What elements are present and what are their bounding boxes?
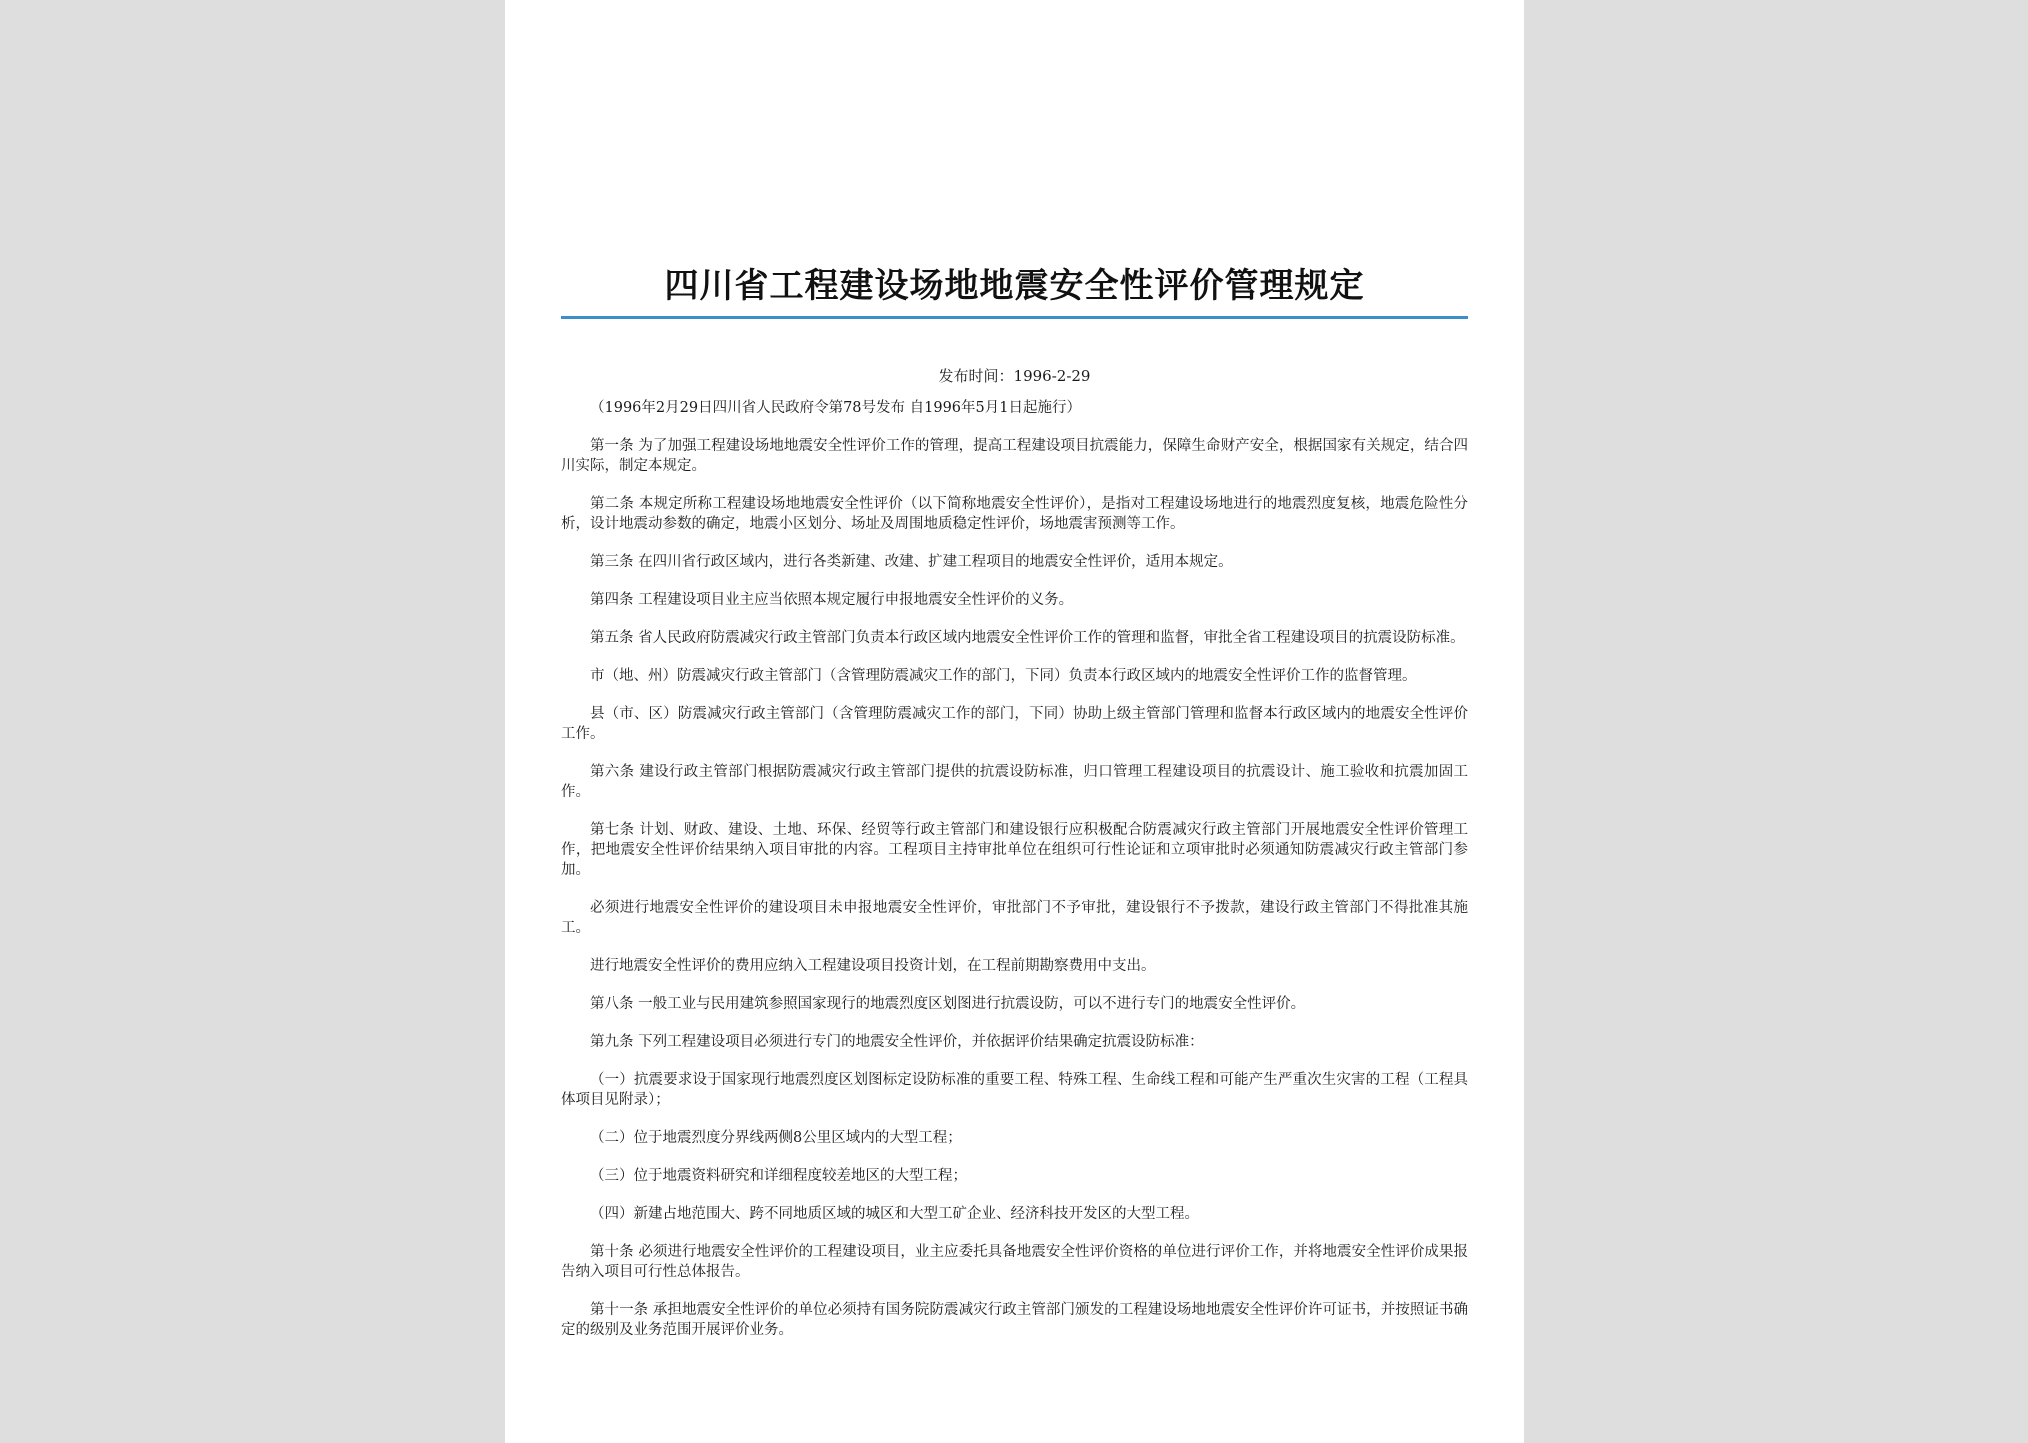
paragraph: 第三条 在四川省行政区域内，进行各类新建、改建、扩建工程项目的地震安全性评价，适用本规定。 <box>590 554 1233 570</box>
title-divider <box>561 316 1468 319</box>
paragraph: 第十一条 承担地震安全性评价的单位必须持有国务院防震减灾行政主管部门颁发的工程建设场地地震安全性评价许可证书，并按照证书确定的级别及业务范围开展评价业务。 <box>561 1302 1468 1338</box>
publish-date-value: 1996-2-29 <box>1013 367 1091 385</box>
publish-date-label: 发布时间： <box>938 367 1014 385</box>
paragraph: （三）位于地震资料研究和详细程度较差地区的大型工程； <box>590 1168 967 1184</box>
document-page <box>505 0 1524 1443</box>
paragraph: 第四条 工程建设项目业主应当依照本规定履行申报地震安全性评价的义务。 <box>590 592 1074 608</box>
preamble: （1996年2月29日四川省人民政府令第78号发布 自1996年5月1日起施行） <box>590 400 1081 416</box>
paragraph: 第十条 必须进行地震安全性评价的工程建设项目，业主应委托具备地震安全性评价资格的单位进行评价工作，并将地震安全性评价成果报告纳入项目可行性总体报告。 <box>561 1244 1468 1280</box>
paragraph: 进行地震安全性评价的费用应纳入工程建设项目投资计划，在工程前期勘察费用中支出。 <box>590 958 1156 974</box>
document-title: 四川省工程建设场地地震安全性评价管理规定 <box>664 266 1365 306</box>
paragraph: 必须进行地震安全性评价的建设项目未申报地震安全性评价，审批部门不予审批，建设银行不予拨款，建设行政主管部门不得批准其施工。 <box>561 900 1468 936</box>
publish-date <box>561 364 1468 388</box>
paragraph: 第二条 本规定所称工程建设场地地震安全性评价（以下简称地震安全性评价），是指对工程建设场地进行的地震烈度复核，地震危险性分析，设计地震动参数的确定，地震小区划分、场址及周围地质稳定性评价，场地震害预测等工作。 <box>561 496 1468 532</box>
paragraph: 第九条 下列工程建设项目必须进行专门的地震安全性评价，并依据评价结果确定抗震设防标准： <box>590 1034 1204 1050</box>
paragraph: （二）位于地震烈度分界线两侧8公里区域内的大型工程； <box>590 1130 962 1146</box>
paragraph: 第五条 省人民政府防震减灾行政主管部门负责本行政区域内地震安全性评价工作的管理和监督，审批全省工程建设项目的抗震设防标准。 <box>590 630 1465 646</box>
paragraph: 第八条 一般工业与民用建筑参照国家现行的地震烈度区划图进行抗震设防，可以不进行专门的地震安全性评价。 <box>590 996 1306 1012</box>
document-body <box>561 398 1468 1358</box>
paragraph: （一）抗震要求设于国家现行地震烈度区划图标定设防标准的重要工程、特殊工程、生命线工程和可能产生严重次生灾害的工程（工程具体项目见附录）； <box>561 1072 1468 1108</box>
paragraph: 市（地、州）防震减灾行政主管部门（含管理防震减灾工作的部门，下同）负责本行政区域内的地震安全性评价工作的监督管理。 <box>590 668 1417 684</box>
paragraph: 第六条 建设行政主管部门根据防震减灾行政主管部门提供的抗震设防标准，归口管理工程建设项目的抗震设计、施工验收和抗震加固工作。 <box>561 764 1468 800</box>
paragraph: （四）新建占地范围大、跨不同地质区域的城区和大型工矿企业、经济科技开发区的大型工程。 <box>590 1206 1199 1222</box>
paragraph: 县（市、区）防震减灾行政主管部门（含管理防震减灾工作的部门，下同）协助上级主管部门管理和监督本行政区域内的地震安全性评价工作。 <box>561 706 1468 742</box>
paragraph: 第七条 计划、财政、建设、土地、环保、经贸等行政主管部门和建设银行应积极配合防震减灾行政主管部门开展地震安全性评价管理工作，把地震安全性评价结果纳入项目审批的内容。工程项目主持审批单位在组织可行性论证和立项审批时必须通知防震减灾行政主管部门参加。 <box>561 822 1468 878</box>
paragraph: 第一条 为了加强工程建设场地地震安全性评价工作的管理，提高工程建设项目抗震能力，保障生命财产安全，根据国家有关规定，结合四川实际，制定本规定。 <box>561 438 1468 474</box>
